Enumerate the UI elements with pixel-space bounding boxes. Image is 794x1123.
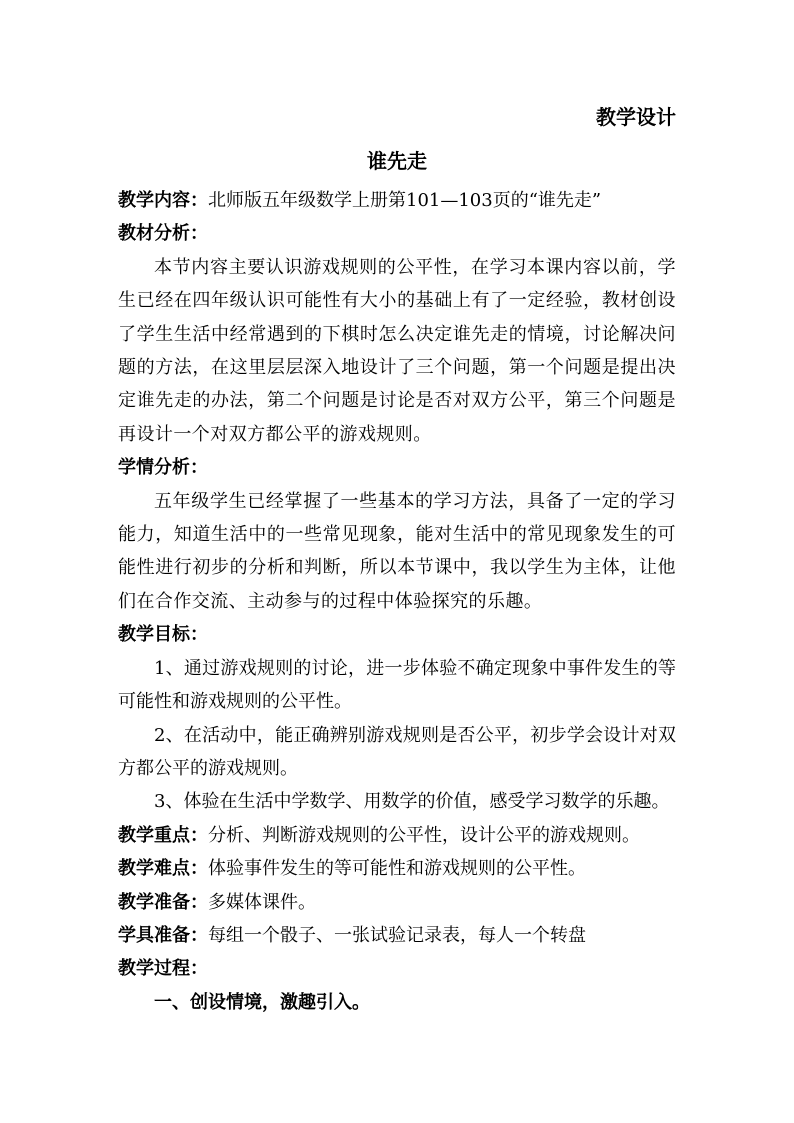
objective-item-2: 2、在活动中，能正确辨别游戏规则是否公平，初步学会设计对双方都公平的游戏规则。 (118, 724, 676, 779)
lesson-title: 谁先走 (367, 149, 427, 173)
tools-label: 学具准备： (118, 924, 208, 946)
content-text: 北师版五年级数学上册第101—103页的“谁先走” (208, 190, 602, 211)
material-analysis-label: 教材分析： (118, 223, 208, 245)
preparation-text: 多媒体课件。 (208, 891, 316, 913)
process-step-1: 一、创设情境，激趣引入。 (154, 991, 370, 1013)
difficulties-text: 体验事件发生的等可能性和游戏规则的公平性。 (208, 858, 586, 880)
student-analysis-paragraph: 五年级学生已经掌握了一些基本的学习方法，具备了一定的学习能力，知道生活中的一些常见现象，能对生活中的常见现象发生的可能性进行初步的分析和判断，所以本节课中，我以学生为主体，让他们在合作交流、主动参与的过程中体验探究的乐趣。 (118, 490, 676, 612)
document-type-heading: 教学设计 (596, 105, 676, 129)
material-analysis-heading (118, 217, 676, 250)
objective-item-1: 1、通过游戏规则的讨论，进一步体验不确定现象中事件发生的等可能性和游戏规则的公平性。 (118, 657, 676, 713)
key-points-text: 分析、判断游戏规则的公平性，设计公平的游戏规则。 (208, 824, 640, 846)
objective-item-3: 3、体验在生活中学数学、用数学的价值，感受学习数学的乐趣。 (154, 791, 670, 813)
key-points-label: 教学重点： (118, 824, 208, 846)
difficulties-label: 教学难点： (118, 858, 208, 880)
preparation-label: 教学准备： (118, 891, 208, 913)
tools-text: 每组一个骰子、一张试验记录表，每人一个转盘 (208, 924, 586, 946)
preparation-line (118, 886, 676, 919)
key-points-line (118, 819, 676, 852)
difficulties-line (118, 852, 676, 885)
content-label: 教学内容： (118, 190, 208, 211)
material-analysis-paragraph: 本节内容主要认识游戏规则的公平性，在学习本课内容以前，学生已经在四年级认识可能性有大小的基础上有了一定经验，教材创设了学生生活中经常遇到的下棋时怎么决定谁先走的情境，讨论解决问题的方法，在这里层层深入地设计了三个问题，第一个问题是提出决定谁先走的办法，第二个问题是讨论是否对双方公平，第三个问题是再设计一个对双方都公平的游戏规则。 (118, 256, 676, 445)
student-analysis-heading (118, 451, 676, 484)
objectives-heading (118, 618, 676, 651)
process-label: 教学过程： (118, 958, 208, 980)
process-heading (118, 952, 676, 985)
content-line (118, 184, 676, 217)
objectives-label: 教学目标： (118, 624, 208, 646)
student-analysis-label: 学情分析： (118, 457, 208, 479)
document-page (118, 100, 676, 1019)
tools-line (118, 919, 676, 952)
